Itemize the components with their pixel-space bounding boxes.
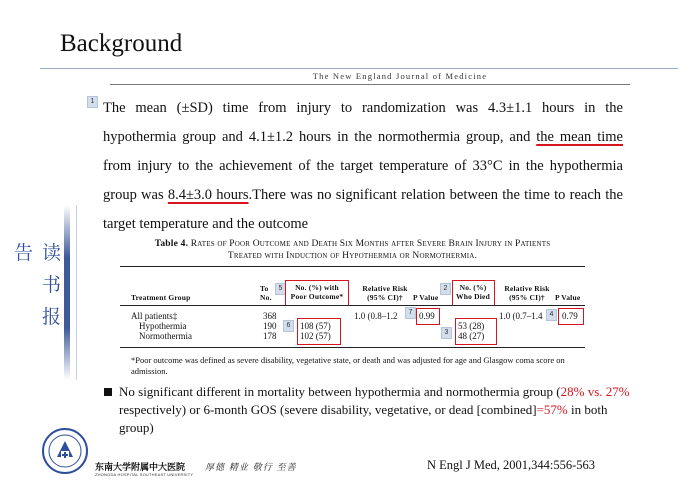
row-all-p2: 0.79 bbox=[562, 311, 578, 321]
institution-english: ZHONGDA HOSPITAL SOUTHEAST UNIVERSITY bbox=[95, 472, 194, 477]
side-char-4: 报 bbox=[42, 306, 62, 328]
side-accent-bar bbox=[64, 205, 70, 380]
bullet-text-3: in both group) bbox=[119, 402, 608, 435]
paragraph-text-3: .There was no significant relation between the time to reach the target temperature and the outcome bbox=[103, 187, 623, 232]
row-normo-poor: 102 (57) bbox=[300, 331, 331, 341]
marker-2: 2 bbox=[440, 283, 451, 295]
side-char-1: 告 bbox=[14, 242, 34, 264]
marker-5: 5 bbox=[275, 283, 286, 295]
header-died-2: Who Died bbox=[456, 292, 490, 301]
row-hypo-group: Hypothermia bbox=[139, 321, 187, 331]
bullet-square-icon bbox=[104, 388, 112, 396]
title-divider bbox=[40, 68, 678, 69]
slide-title: Background bbox=[60, 30, 183, 57]
side-char-3: 书 bbox=[42, 274, 62, 296]
bullet-text bbox=[119, 383, 639, 437]
table-footnote: *Poor outcome was defined as severe disability, vegetative state, or death and was adjusted for age and Glasgow coma score on admission. bbox=[131, 355, 565, 376]
paragraph-text-1: The mean (±SD) time from injury to randomization was 4.3±1.1 hours in the hypothermia group and 4.1±1.2 hours in the normothermia group, and bbox=[103, 100, 623, 145]
header-rr1-2: (95% CI)† bbox=[367, 293, 403, 302]
header-poor-2: Poor Outcome* bbox=[290, 292, 344, 301]
header-rr2-1: Relative Risk bbox=[504, 284, 550, 293]
journal-divider bbox=[110, 84, 630, 85]
journal-name: The New England Journal of Medicine bbox=[312, 71, 488, 81]
table-bottom-rule bbox=[120, 347, 585, 348]
row-normo-died: 48 (27) bbox=[458, 331, 485, 341]
header-p1: P Value bbox=[413, 293, 439, 302]
bullet-text-2: respectively) or 6-month GOS (severe disability, vegetative, or dead [combined] bbox=[119, 402, 537, 417]
bullet-text-1: No significant different in mortality between hypothermia and normothermia group ( bbox=[119, 384, 561, 399]
marker-3: 3 bbox=[441, 327, 452, 339]
bullet-red-2: =57% bbox=[536, 402, 568, 417]
underlined-phrase-2: 8.4±3.0 hours bbox=[167, 187, 249, 203]
row-all-rr2: 1.0 (0.7–1.4 bbox=[499, 311, 543, 321]
row-all-p1: 0.99 bbox=[419, 311, 435, 321]
row-normo-total: 178 bbox=[263, 331, 277, 341]
header-total-1: To bbox=[260, 284, 269, 293]
hospital-motto: 厚德 精业 敬行 至善 bbox=[205, 463, 297, 473]
header-rr2-2: (95% CI)† bbox=[509, 293, 545, 302]
row-all-group: All patients‡ bbox=[131, 311, 178, 321]
row-all-rr1: 1.0 (0.8–1.2 bbox=[354, 311, 398, 321]
header-poor-1: No. (%) with bbox=[295, 283, 339, 292]
table-caption-label: Table 4. bbox=[154, 239, 189, 249]
side-accent-line bbox=[76, 205, 77, 380]
header-treatment-group: Treatment Group bbox=[131, 293, 191, 302]
marker-6: 6 bbox=[283, 320, 294, 332]
header-p2: P Value bbox=[555, 293, 581, 302]
table-caption-line2: Treated with Induction of Hypothermia or Normothermia. bbox=[227, 251, 478, 261]
marker-4: 4 bbox=[546, 309, 557, 321]
row-all-total: 368 bbox=[263, 311, 277, 321]
institution-chinese: 东南大学附属中大医院 bbox=[95, 463, 186, 473]
header-rr1-1: Relative Risk bbox=[362, 284, 408, 293]
bullet-red-1: 28% vs. 27% bbox=[560, 384, 630, 399]
row-hypo-total: 190 bbox=[263, 321, 277, 331]
table-caption-line1: Rates of Poor Outcome and Death Six Months after Severe Brain Injury in Patients bbox=[190, 239, 551, 249]
row-hypo-poor: 108 (57) bbox=[300, 321, 331, 331]
row-normo-group: Normothermia bbox=[139, 331, 192, 341]
row-hypo-died: 53 (28) bbox=[458, 321, 485, 331]
results-paragraph bbox=[103, 94, 623, 239]
header-total-2: No. bbox=[260, 293, 272, 302]
table-caption bbox=[120, 238, 585, 262]
hospital-logo-icon bbox=[40, 427, 90, 475]
marker-7: 7 bbox=[405, 307, 416, 319]
table-top-rule bbox=[120, 266, 585, 267]
marker-1: 1 bbox=[87, 96, 98, 108]
paragraph-text-2: from injury to the achievement of the target temperature of 33°C in the hypothermia group was bbox=[103, 158, 623, 203]
header-died-1: No. (%) bbox=[459, 283, 487, 292]
underlined-phrase-1: the mean time bbox=[536, 129, 623, 145]
side-char-2: 读 bbox=[42, 242, 62, 264]
table-header-rule bbox=[120, 305, 585, 306]
citation: N Engl J Med, 2001,344:556-563 bbox=[427, 458, 596, 472]
